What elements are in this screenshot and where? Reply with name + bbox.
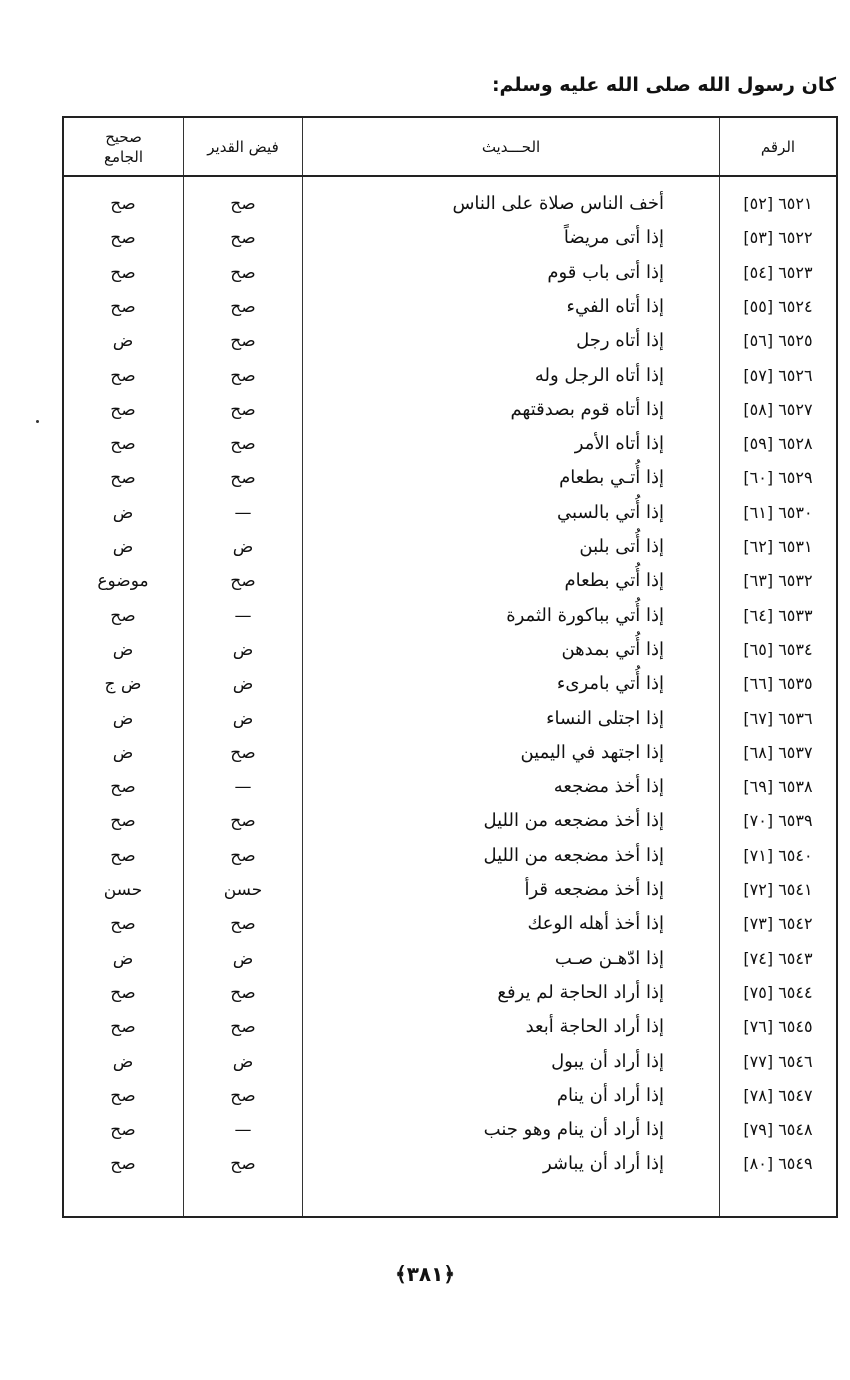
- header-sahih: [64, 118, 183, 175]
- row-faid-grade: صح: [230, 845, 256, 866]
- row-sahih-grade: ض: [112, 948, 134, 969]
- table-row: [64, 907, 836, 941]
- row-number: ٦٥٢٧ [٥٨]: [743, 399, 813, 419]
- row-hadith-text: إذا أراد الحاجة أبعد: [525, 1016, 664, 1038]
- row-sahih-grade: صح: [110, 982, 136, 1003]
- row-number: ٦٥٣٢ [٦٣]: [743, 571, 813, 591]
- hadith-table: [62, 116, 838, 1218]
- row-number: ٦٥٤٧ [٧٨]: [743, 1085, 813, 1105]
- row-sahih-grade: موضوع: [97, 571, 149, 592]
- row-sahih-grade: ض: [112, 331, 134, 352]
- row-hadith-text: إذا أخذ مضجعه من الليل: [483, 810, 664, 832]
- table-row: [64, 942, 836, 976]
- row-sahih-grade: صح: [110, 296, 136, 317]
- table-row: [64, 496, 836, 530]
- row-faid-grade: صح: [230, 331, 256, 352]
- header-sahih-line1: صحيح: [105, 127, 142, 146]
- table-row: [64, 359, 836, 393]
- row-number: ٦٥٣٩ [٧٠]: [743, 811, 813, 831]
- table-row: [64, 1045, 836, 1079]
- table-row: [64, 256, 836, 290]
- row-faid-grade: صح: [230, 296, 256, 317]
- row-faid-grade: —: [234, 502, 252, 523]
- row-faid-grade: —: [234, 605, 252, 626]
- row-sahih-grade: صح: [110, 1085, 136, 1106]
- row-sahih-grade: صح: [110, 845, 136, 866]
- stray-mark: [36, 420, 39, 423]
- row-sahih-grade: صح: [110, 777, 136, 798]
- row-hadith-text: إذا أُتي بباكورة الثمرة: [506, 604, 664, 626]
- row-number: ٦٥٣١ [٦٢]: [743, 537, 813, 556]
- row-sahih-grade: ض: [112, 742, 134, 763]
- row-faid-grade: صح: [230, 571, 256, 592]
- row-faid-grade: صح: [230, 982, 256, 1003]
- row-number: ٦٥٣٥ [٦٦]: [743, 674, 813, 694]
- row-number: ٦٥٢٩ [٦٠]: [743, 468, 813, 488]
- row-number: ٦٥٣٧ [٦٨]: [743, 742, 813, 762]
- row-faid-grade: صح: [230, 365, 256, 386]
- row-number: ٦٥٤٢ [٧٣]: [743, 914, 813, 934]
- table-row: [64, 976, 836, 1010]
- row-number: ٦٥٣٣ [٦٤]: [743, 605, 813, 625]
- table-row: [64, 564, 836, 598]
- header-divider: [64, 175, 836, 177]
- row-hadith-text: إذا ادّهـن صـب: [554, 947, 664, 969]
- table-row: [64, 290, 836, 324]
- table-row: [64, 187, 836, 221]
- row-number: ٦٥٤٦ [٧٧]: [743, 1051, 813, 1071]
- row-faid-grade: صح: [230, 228, 256, 249]
- table-row: [64, 221, 836, 255]
- table-row: [64, 804, 836, 838]
- table-row: [64, 770, 836, 804]
- row-sahih-grade: صح: [110, 1120, 136, 1141]
- row-faid-grade: صح: [230, 468, 256, 489]
- page-number: ﴿٣٨١﴾: [394, 1262, 456, 1286]
- row-number: ٦٥٢٥ [٥٦]: [743, 331, 813, 351]
- row-faid-grade: ض: [232, 708, 254, 729]
- table-row: [64, 1113, 836, 1147]
- row-hadith-text: إذا أراد أن يباشر: [542, 1153, 664, 1175]
- row-faid-grade: حسن: [223, 880, 263, 900]
- row-hadith-text: إذا اجتهد في اليمين: [520, 741, 664, 763]
- row-number: ٦٥٤٨ [٧٩]: [743, 1120, 813, 1140]
- row-number: ٦٥٤٠ [٧١]: [743, 845, 813, 865]
- table-row: [64, 839, 836, 873]
- row-number: ٦٥٢١ [٥٢]: [743, 194, 813, 213]
- row-faid-grade: ض: [232, 639, 254, 660]
- row-faid-grade: ض: [232, 1051, 254, 1072]
- row-number: ٦٥٤٣ [٧٤]: [743, 948, 813, 968]
- row-faid-grade: صح: [230, 811, 256, 832]
- row-number: ٦٥٣٤ [٦٥]: [743, 639, 813, 659]
- row-number: ٦٥٢٤ [٥٥]: [743, 296, 813, 316]
- header-faid: فيض القدير: [207, 137, 279, 156]
- row-number: ٦٥٣٠ [٦١]: [743, 502, 813, 522]
- table-row: [64, 1010, 836, 1044]
- row-hadith-text: إذا أتى مريضاً: [563, 227, 664, 249]
- row-hadith-text: إذا أخذ مضجعه من الليل: [483, 844, 664, 866]
- row-hadith-text: إذا أخذ مضجعه: [553, 776, 664, 798]
- row-sahih-grade: صح: [110, 1017, 136, 1038]
- row-hadith-text: إذا أُتي بامرىء: [556, 673, 664, 695]
- row-faid-grade: صح: [230, 434, 256, 455]
- row-sahih-grade: ض: [112, 502, 134, 523]
- row-sahih-grade: صح: [110, 434, 136, 455]
- row-hadith-text: إذا أُتي بطعام: [564, 570, 664, 592]
- table-row: [64, 393, 836, 427]
- table-row: [64, 667, 836, 701]
- row-faid-grade: ض: [232, 948, 254, 969]
- row-faid-grade: —: [234, 1120, 252, 1141]
- row-hadith-text: إذا أراد أن ينام وهو جنب: [483, 1119, 664, 1141]
- row-faid-grade: ض: [232, 537, 254, 557]
- row-sahih-grade: ض ج: [104, 674, 142, 695]
- row-faid-grade: صح: [230, 1154, 256, 1175]
- row-hadith-text: إذا أراد الحاجة لم يرفع: [497, 981, 664, 1003]
- row-hadith-text: إذا أُتي بمدهن: [561, 638, 664, 660]
- row-hadith-text: إذا أراد أن يبول: [551, 1050, 664, 1072]
- row-hadith-text: إذا اجتلى النساء: [546, 707, 664, 729]
- row-sahih-grade: صح: [110, 194, 136, 214]
- row-sahih-grade: ض: [112, 537, 134, 557]
- row-sahih-grade: ض: [112, 639, 134, 660]
- row-number: ٦٥٣٨ [٦٩]: [743, 777, 813, 797]
- row-hadith-text: إذا أتاه قوم بصدقتهم: [510, 398, 664, 420]
- row-number: ٦٥٤٩ [٨٠]: [743, 1154, 813, 1174]
- table-row: [64, 324, 836, 358]
- row-hadith-text: إذا أتاه الأمر: [574, 433, 664, 455]
- row-sahih-grade: صح: [110, 399, 136, 420]
- row-faid-grade: صح: [230, 742, 256, 763]
- row-sahih-grade: صح: [110, 228, 136, 249]
- row-faid-grade: —: [234, 777, 252, 798]
- row-number: ٦٥٢٣ [٥٤]: [743, 262, 813, 282]
- row-hadith-text: إذا أُتـي بطعام: [559, 467, 664, 489]
- header-number: الرقم: [760, 137, 796, 156]
- row-sahih-grade: صح: [110, 1154, 136, 1175]
- row-sahih-grade: ض: [112, 1051, 134, 1072]
- table-row: [64, 1079, 836, 1113]
- header-hadith: الحـــديث: [481, 137, 541, 156]
- table-row: [64, 736, 836, 770]
- row-hadith-text: إذا أُتي بالسبي: [557, 501, 664, 523]
- row-number: ٦٥٣٦ [٦٧]: [743, 708, 813, 728]
- row-sahih-grade: صح: [110, 914, 136, 935]
- row-sahih-grade: صح: [110, 811, 136, 832]
- row-hadith-text: أخف الناس صلاة على الناس: [452, 193, 664, 214]
- row-number: ٦٥٢٢ [٥٣]: [743, 228, 813, 248]
- row-sahih-grade: ض: [112, 708, 134, 729]
- row-sahih-grade: صح: [110, 262, 136, 283]
- row-sahih-grade: حسن: [103, 880, 143, 900]
- row-faid-grade: صح: [230, 262, 256, 283]
- row-sahih-grade: صح: [110, 365, 136, 386]
- header-sahih-line2: الجامع: [104, 147, 144, 166]
- row-sahih-grade: صح: [110, 605, 136, 626]
- row-hadith-text: إذا أخذ أهله الوعك: [527, 913, 664, 935]
- table-row: [64, 599, 836, 633]
- table-row: [64, 633, 836, 667]
- table-row: [64, 702, 836, 736]
- row-hadith-text: إذا أخذ مضجعه قرأ: [524, 879, 664, 900]
- table-row: [64, 427, 836, 461]
- section-heading: كان رسول الله صلى الله عليه وسلم:: [491, 74, 836, 96]
- table-row: [64, 461, 836, 495]
- row-faid-grade: صح: [230, 1017, 256, 1038]
- row-hadith-text: إذا أتاه رجل: [576, 330, 664, 352]
- row-number: ٦٥٢٨ [٥٩]: [743, 434, 813, 454]
- row-hadith-text: إذا أتاه الفيء: [566, 295, 664, 317]
- row-faid-grade: صح: [230, 399, 256, 420]
- row-number: ٦٥٤٥ [٧٦]: [743, 1017, 813, 1037]
- row-number: ٦٥٤١ [٧٢]: [743, 880, 813, 899]
- row-hadith-text: إذا أتاه الرجل وله: [534, 364, 664, 386]
- row-faid-grade: صح: [230, 194, 256, 214]
- row-hadith-text: إذا أُتى بلبن: [579, 536, 664, 557]
- row-faid-grade: صح: [230, 914, 256, 935]
- table-row: [64, 873, 836, 907]
- row-faid-grade: ض: [232, 674, 254, 695]
- table-row: [64, 530, 836, 564]
- row-sahih-grade: صح: [110, 468, 136, 489]
- table-row: [64, 1147, 836, 1181]
- row-hadith-text: إذا أتى باب قوم: [547, 261, 664, 283]
- row-number: ٦٥٢٦ [٥٧]: [743, 365, 813, 385]
- row-number: ٦٥٤٤ [٧٥]: [743, 982, 813, 1002]
- row-faid-grade: صح: [230, 1085, 256, 1106]
- row-hadith-text: إذا أراد أن ينام: [556, 1084, 664, 1106]
